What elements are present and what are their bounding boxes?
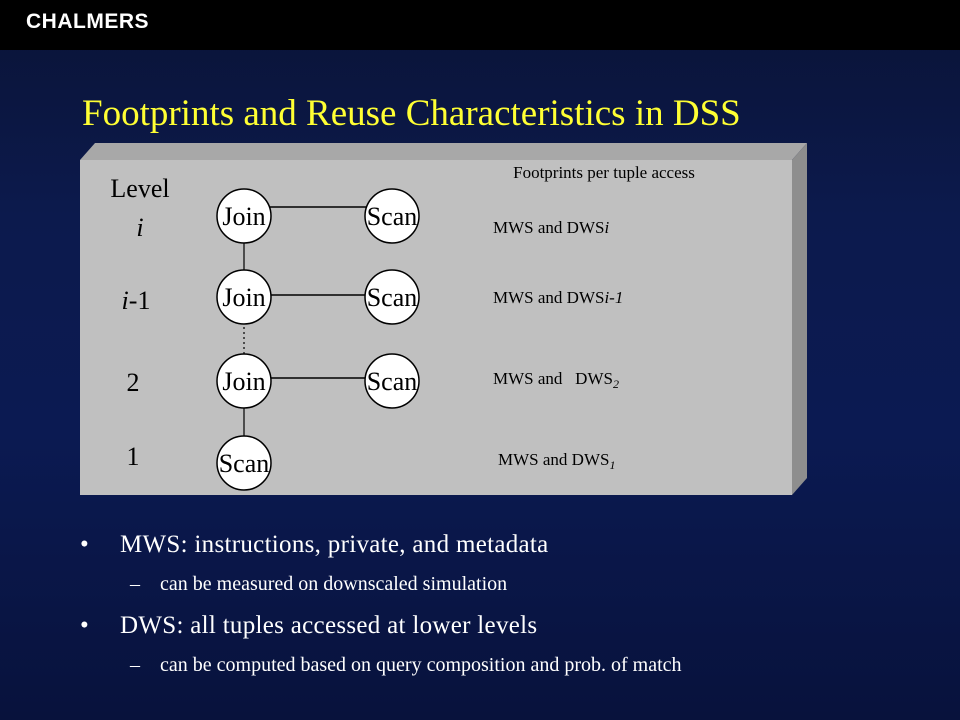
- scan-node-1-label: Scan: [366, 202, 418, 231]
- sub-bullet-text-dws: can be computed based on query composition and prob. of match: [160, 654, 682, 676]
- panel-side-face: [792, 143, 807, 495]
- join-node-2: [217, 270, 271, 324]
- scan-node-2: [365, 270, 419, 324]
- footprint-row-3: MWS and $DWS_2$: [493, 369, 619, 391]
- chalmers-logo: CHALMERS: [26, 10, 149, 33]
- join-node-1-label: Join: [222, 202, 266, 231]
- level-label-2: i-1: [121, 286, 151, 315]
- level-label-1: i: [136, 213, 144, 242]
- panel-front-face: [80, 160, 792, 495]
- bullet-dot: •: [80, 531, 90, 558]
- bullet-dot: •: [80, 612, 90, 639]
- scan-node-2-label: Scan: [366, 283, 418, 312]
- footprint-row-4: MWS and $DWS_1$: [498, 450, 616, 472]
- join-node-3-label: Join: [222, 367, 266, 396]
- sub-bullet-text-mws: can be measured on downscaled simulation: [160, 573, 508, 595]
- level-label-4: 1: [126, 442, 140, 471]
- bullet-item-dws: [80, 611, 940, 641]
- scan-node-3: [365, 354, 419, 408]
- bullet-text-dws: DWS: all tuples accessed at lower levels: [120, 612, 538, 639]
- footprint-row-2: MWS and DWSi-1: [493, 288, 624, 307]
- level-heading: Level: [110, 174, 170, 203]
- scan-node-3-label: Scan: [366, 367, 418, 396]
- slide-title: Footprints and Reuse Characteristics in DSS: [82, 93, 741, 134]
- bullet-text-mws: MWS: instructions, private, and metadata: [120, 531, 549, 558]
- bullet-list: [80, 530, 940, 692]
- sub-bullet-mws: [80, 571, 940, 597]
- level-label-3: 2: [126, 368, 140, 397]
- sub-bullet-dws: [80, 652, 940, 678]
- scan-node-bottom: [217, 436, 271, 490]
- join-node-3: [217, 354, 271, 408]
- panel-top-face: [80, 143, 807, 160]
- join-node-2-label: Join: [222, 283, 266, 312]
- bullet-item-mws: [80, 530, 940, 560]
- dash-marker: –: [130, 654, 140, 676]
- footprint-heading: Footprints per tuple access: [513, 163, 695, 182]
- join-node-1: [217, 189, 271, 243]
- dash-marker: –: [130, 573, 140, 595]
- scan-node-1: [365, 189, 419, 243]
- footprint-row-1: MWS and DWSi: [493, 218, 610, 237]
- scan-node-bottom-label: Scan: [218, 449, 270, 478]
